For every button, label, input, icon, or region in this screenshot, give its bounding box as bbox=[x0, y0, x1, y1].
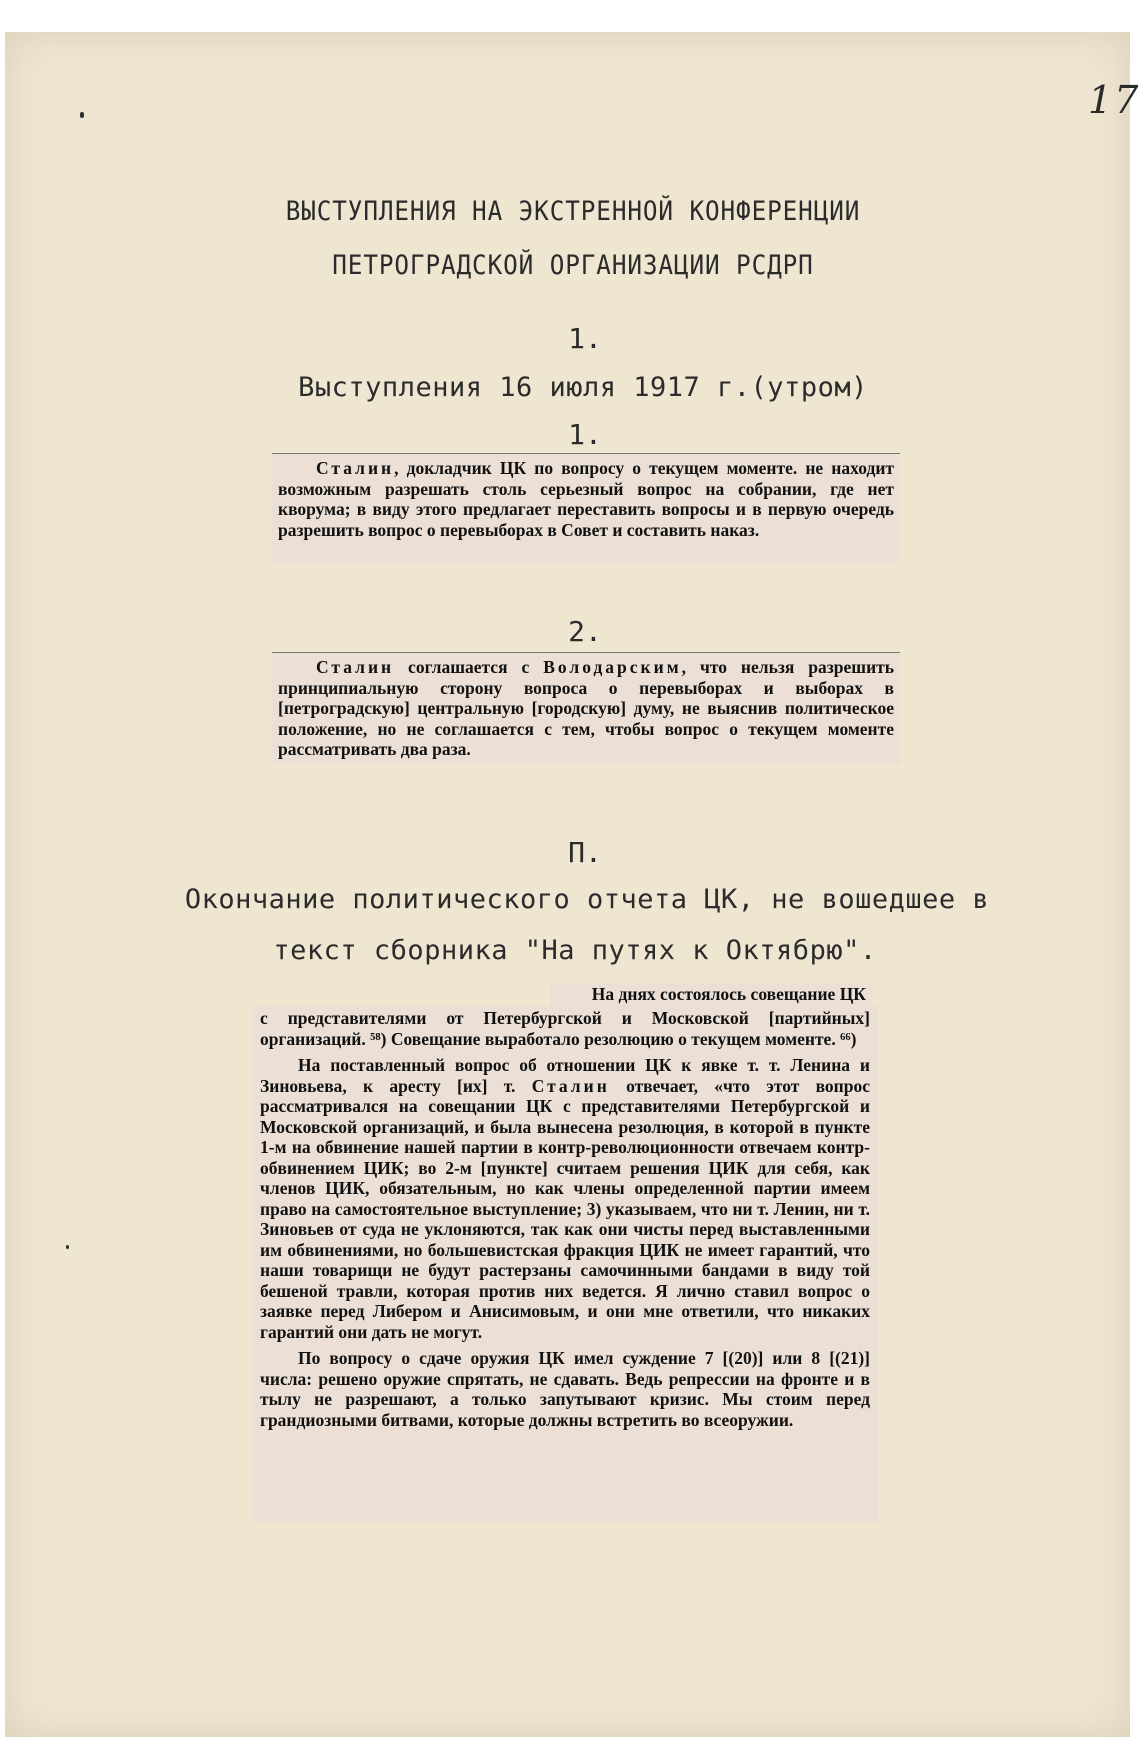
document-title-line-2: ПЕТРОГРАДСКОЙ ОРГАНИЗАЦИИ РСДРП bbox=[332, 250, 814, 281]
speaker-name: Сталин bbox=[316, 458, 395, 478]
section-2-heading-line-1: Окончание политического отчета ЦК, не вошедшее в bbox=[184, 884, 990, 915]
speaker-name: Сталин bbox=[531, 1075, 610, 1096]
item-1-number: 1. bbox=[568, 418, 602, 451]
section-2-number: П. bbox=[568, 836, 602, 869]
section-1-heading: Выступления 16 июля 1917 г.(утром) bbox=[298, 372, 868, 403]
clipping-text: соглашается с bbox=[394, 657, 544, 677]
margin-mark bbox=[66, 1245, 69, 1249]
person-name: Володарским bbox=[543, 657, 682, 677]
clipping-paragraph: с представителями от Петербургской и Московской [партийных] организаций. ⁵⁸) Совещание выработало резолюцию о текущем моменте. ⁶⁶) bbox=[260, 1008, 870, 1049]
clipping-item-1 bbox=[272, 453, 900, 563]
speaker-name: Сталин bbox=[316, 657, 395, 677]
document-title-line-1: ВЫСТУПЛЕНИЯ НА ЭКСТРЕННОЙ КОНФЕРЕНЦИИ bbox=[285, 196, 861, 227]
clipping-political-report bbox=[252, 1006, 878, 1522]
clipping-text: На днях состоялось совещание ЦК bbox=[591, 984, 866, 1004]
clipping-item-2 bbox=[272, 652, 900, 764]
section-1-number: 1. bbox=[568, 322, 602, 355]
clipping-paragraph: По вопросу о сдаче оружия ЦК имел суждение 7 [(20)] или 8 [(21)] числа: решено оружие спрятать, не сдавать. Ведь репрессии на фронте и в тылу не разрешают, а только запутывают кризис. Мы стоим перед грандиозными битвами, которые должны встретить во всеоружии. bbox=[260, 1348, 870, 1430]
clipping-paragraph: На поставленный вопрос об отношении ЦК к явке т. т. Ленина и Зиновьева, к аресту [их] т. Сталин отвечает, «что этот вопрос рассматривался на совещании ЦК с представителями Петербургской и Московской организаций, и была вынесена резолюция, в которой в пункте 1-м на обвинение нашей партии в контр-революционности отвечаем контр-обвинением ЦИК; во 2-м [пункте] считаем решения ЦИК для себя, как членов ЦИК, обязательным, но как члены определенной партии имеем право на самостоятельное выступление; 3) указываем, что ни т. Ленин, ни т. Зиновьев от суда не уклоняются, так как они чисты перед выставленными им обвинениями, но большевистская фракция ЦИК не имеет гарантий, что наши товарищи не будут растерзаны самочинными бандами в виду той бешеной травли, которая против них ведется. Я лично ставил вопрос о заявке перед Либером и Анисимовым, и они мне ответили, что никаких гарантий они дать не могут. bbox=[260, 1055, 870, 1342]
page-number: 17 bbox=[1088, 78, 1141, 122]
margin-mark bbox=[80, 112, 84, 118]
clipping-text: , докладчик ЦК по вопросу о текущем моменте. не находит возможным разрешать столь серьезный вопрос на собрании, где нет кворума; в виду этого предлагает переставить вопросы и в первую очередь разрешить вопрос о перевыборах в Совет и составить наказ. bbox=[278, 458, 894, 540]
section-2-heading-line-2: текст сборника "На путях к Октябрю". bbox=[273, 935, 877, 966]
clipping-text: , что нельзя разрешить принципиальную сторону вопроса о перевыборах и выборах в [петроградскую] центральную [городскую] думу, не выяснив политическое положение, но не соглашается с тем, чтобы вопрос о текущем моменте рассматривать два раза. bbox=[278, 657, 894, 759]
clipping-lead bbox=[550, 983, 872, 1007]
item-2-number: 2. bbox=[568, 615, 602, 648]
